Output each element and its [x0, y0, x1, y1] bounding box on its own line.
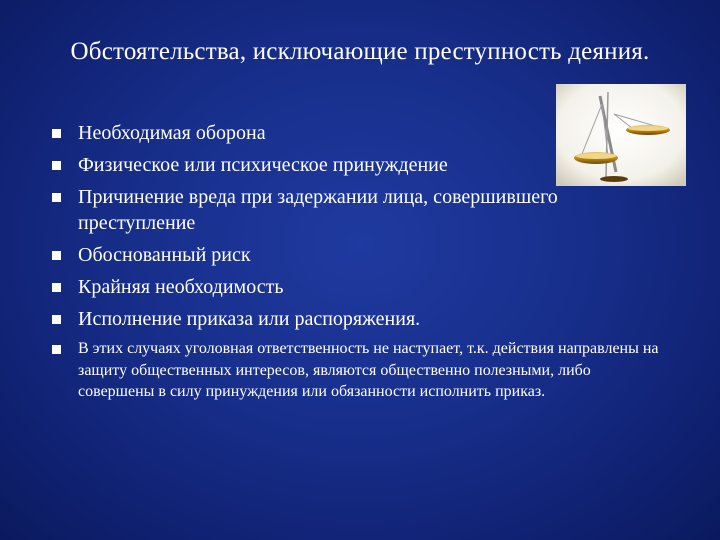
square-bullet-icon: [52, 345, 61, 354]
square-bullet-icon: [52, 193, 61, 202]
bullet-list: [48, 120, 668, 409]
list-item: [48, 184, 668, 236]
list-item-text: Физическое или психическое принуждение: [78, 154, 448, 176]
list-item-text: Крайняя необходимость: [78, 276, 284, 298]
list-item-text: Необходимая оборона: [78, 122, 266, 144]
list-item: [48, 152, 668, 178]
square-bullet-icon: [52, 129, 61, 138]
list-item: [48, 274, 668, 300]
square-bullet-icon: [52, 283, 61, 292]
square-bullet-icon: [52, 161, 61, 170]
list-item-text: Исполнение приказа или распоряжения.: [78, 308, 421, 330]
square-bullet-icon: [52, 251, 61, 260]
square-bullet-icon: [52, 315, 61, 324]
note-item: [48, 338, 668, 403]
note-text: В этих случаях уголовная ответственность не наступает, т.к. действия направлены на защиту общественных интересов, являются общественно полезными, либо совершены в силу принуждения или обязанности исполнить приказ.: [78, 340, 659, 400]
list-item: [48, 242, 668, 268]
list-item-text: Причинение вреда при задержании лица, совершившего преступление: [78, 186, 558, 234]
list-item: [48, 306, 668, 332]
slide-title: Обстоятельства, исключающие преступность деяния.: [70, 38, 650, 65]
list-item: [48, 120, 668, 146]
list-item-text: Обоснованный риск: [78, 244, 251, 266]
